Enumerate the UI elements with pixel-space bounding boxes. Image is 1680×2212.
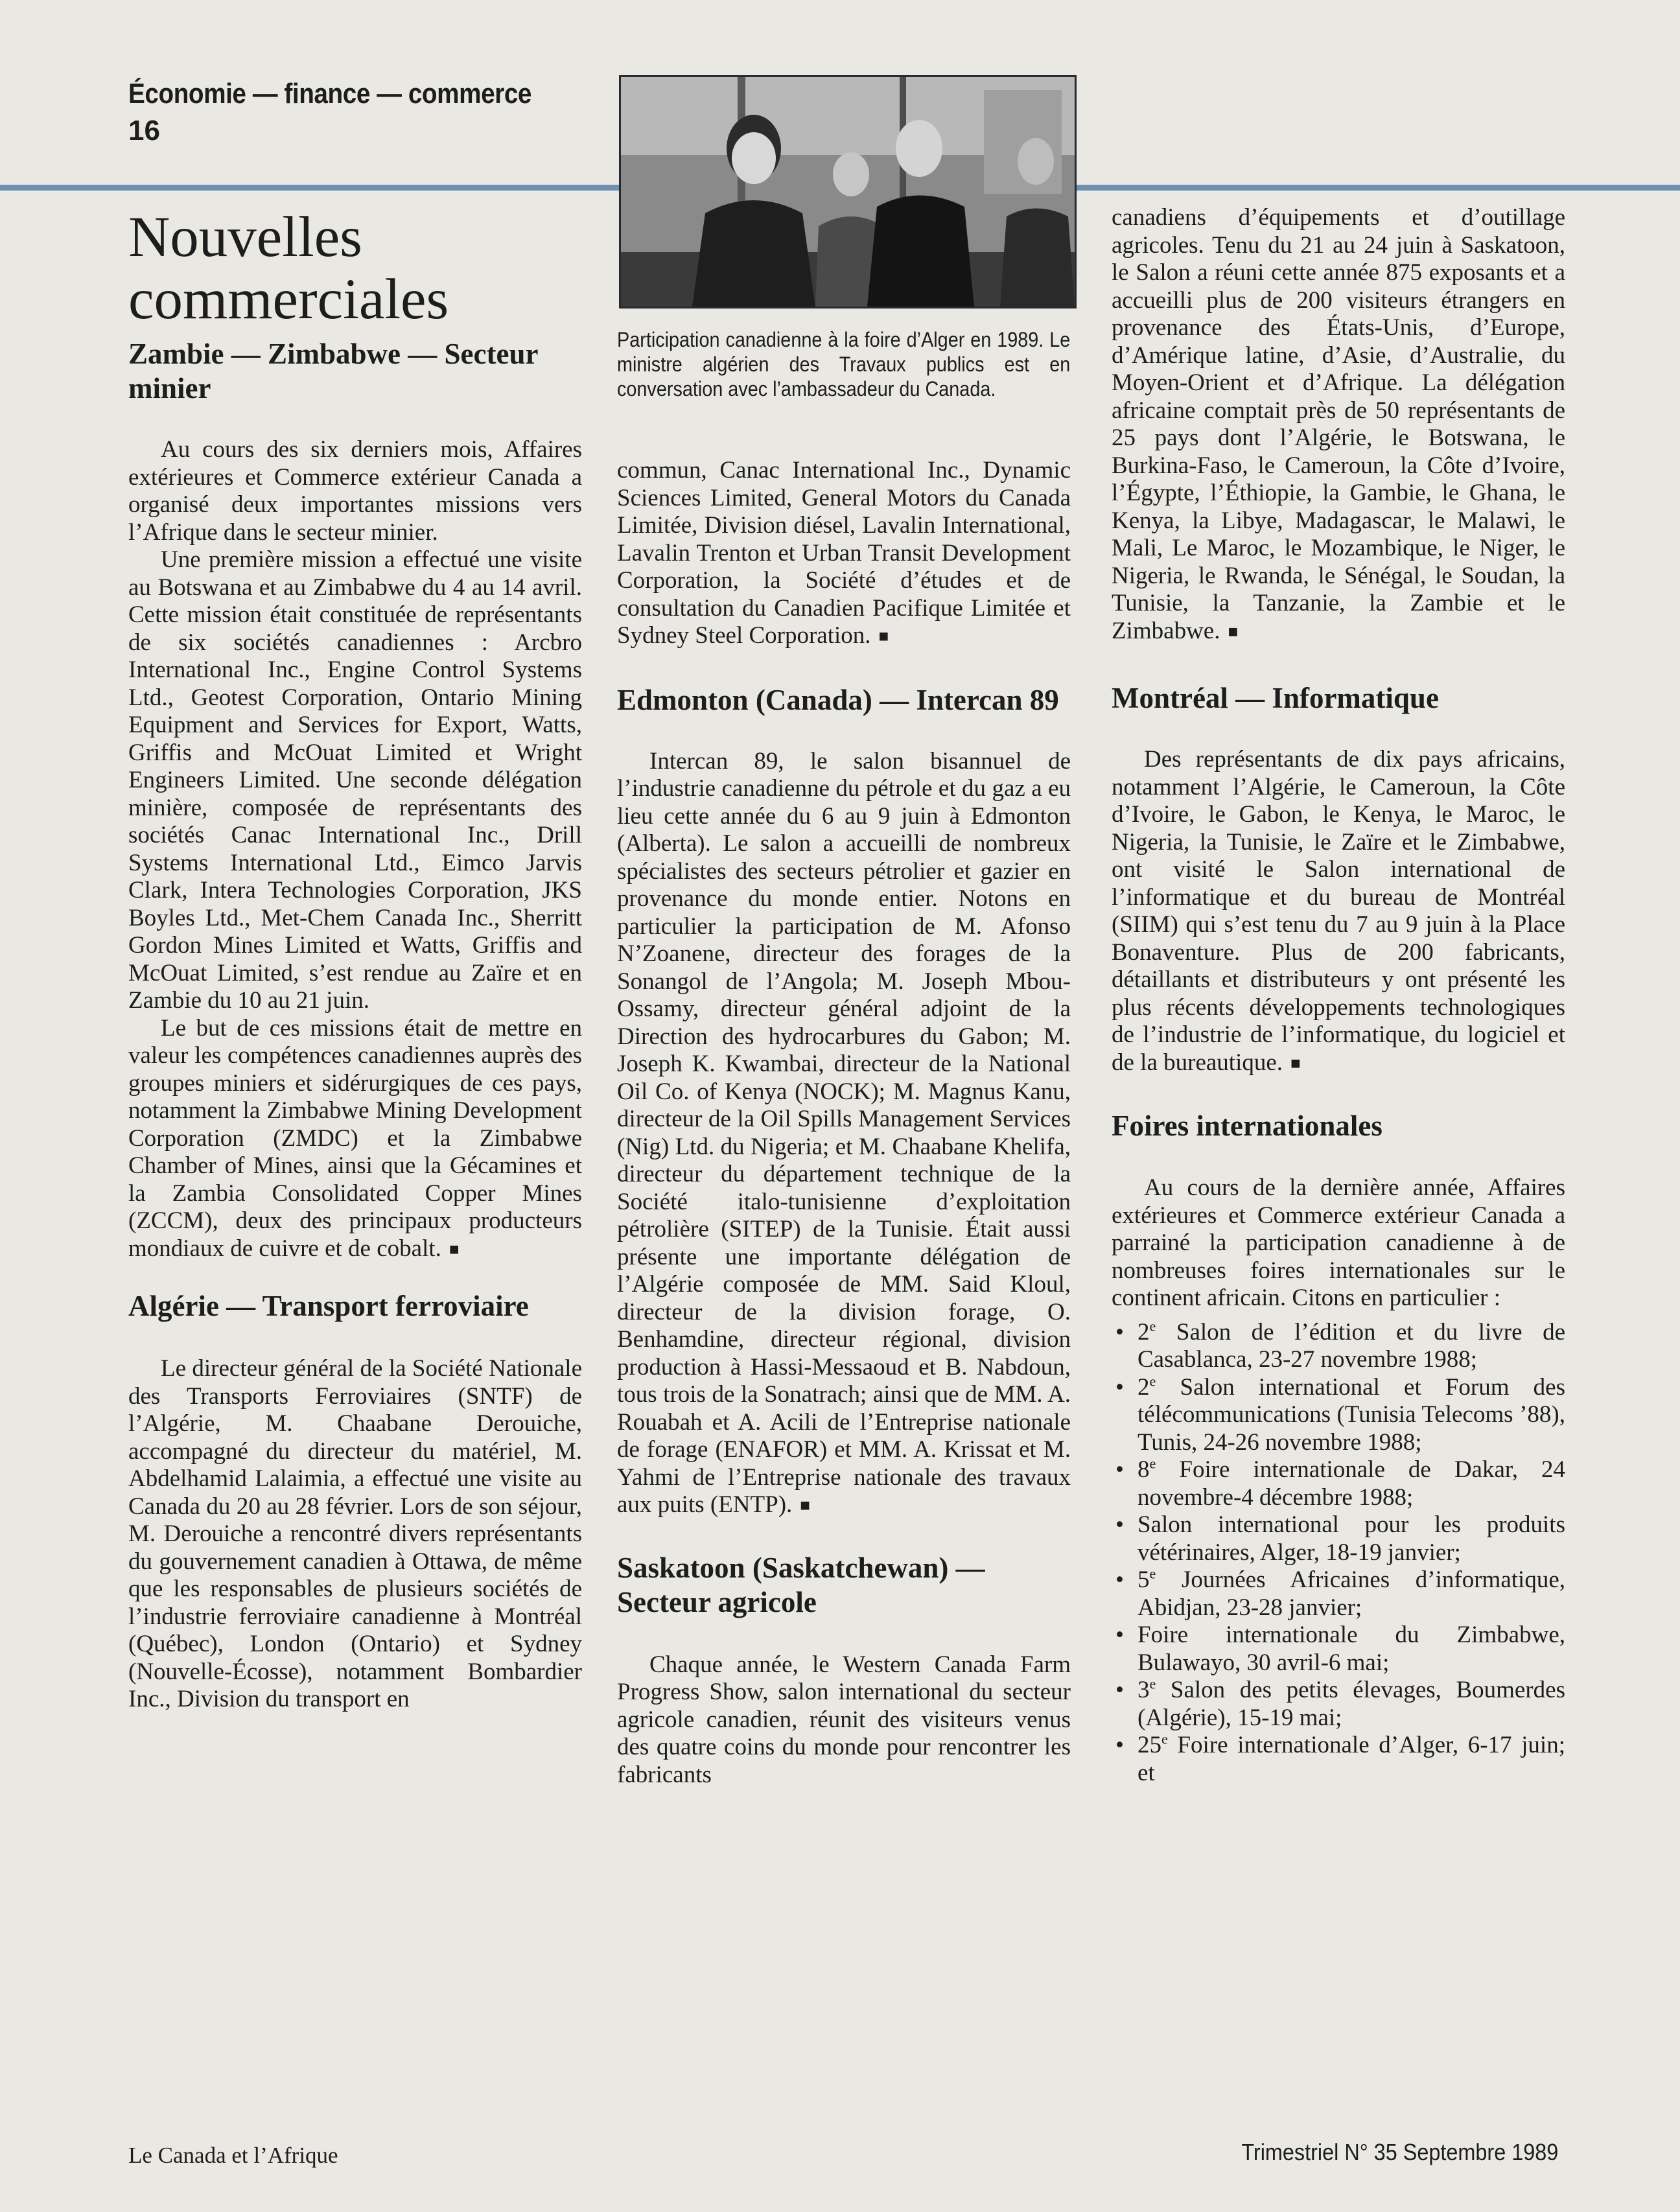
footer-issue: Trimestriel N° 35 Septembre 1989	[1241, 2139, 1558, 2165]
article-heading-saskatoon: Saskatoon (Saskatchewan) — Secteur agricole	[617, 1551, 985, 1618]
list-item: • Foire internationale du Zimbabwe, Bulawayo, 30 avril-6 mai;	[1112, 1622, 1565, 1677]
photo-illustration	[621, 77, 1075, 307]
column-2	[617, 457, 1071, 1789]
footer-publication: Le Canada et l’Afrique	[128, 2143, 338, 2168]
section-label: Économie — finance — commerce	[128, 78, 532, 110]
list-item: • 5e Journées Africaines d’informatique, Abidjan, 23-28 janvier;	[1112, 1566, 1565, 1622]
article-paragraph-continued: canadiens d’équipements et d’outillage agricoles. Tenu du 21 au 24 juin à Saskatoon, le Salon a réuni cette année 875 exposants et a accueilli plus de 200 visiteurs étrangers en provenance des États-Unis, d’Europe, d’Amérique latine, d’Asie, d’Australie, du Moyen-Orient et d’Afrique. La délégation africaine comptait près de 50 représentants de 25 pays dont l’Algérie, le Botswana, le Burkina-Faso, le Cameroun, la Côte d’Ivoire, l’Égypte, l’Éthiopie, la Gambie, le Ghana, le Kenya, la Libye, Madagascar, le Malawi, le Mali, Le Maroc, le Mozambique, le Niger, le Nigeria, le Rwanda, le Sénégal, le Soudan, la Tunisie, la Tanzanie, la Zambie et le Zimbabwe. ■	[1112, 204, 1565, 646]
article-paragraph: Chaque année, le Western Canada Farm Progress Show, salon international du secteur agricole canadien, réunit des visiteurs venus des quatre coins du monde pour rencontrer les fabricants	[617, 1651, 1071, 1788]
list-item: • 3e Salon des petits élevages, Boumerdes (Algérie), 15-19 mai;	[1112, 1677, 1565, 1732]
header-rule-right	[1076, 185, 1680, 191]
article-paragraph: Une première mission a effectué une visite au Botswana et au Zimbabwe du 4 au 14 avril. Cette mission était constituée de représentants de six sociétés canadiennes : Arcbro International Inc., Engine Control Systems Ltd., Geotest Corporation, Ontario Mining Equipment and Services for Export, Watts, Griffis and McOuat Limited et Wright Engineers Limited. Une seconde délégation minière, composée de représentants des sociétés Canac International Inc., Drill Systems International Ltd., Eimco Jarvis Clark, Intera Technologies Corporation, JKS Boyles Ltd., Met-Chem Canada Inc., Sherritt Gordon Mines Limited et Watts, Griffis and McOuat Limited, s’est rendue au Zaïre et en Zambie du 10 au 21 juin.	[128, 546, 582, 1014]
article-heading-foires: Foires internationales	[1112, 1110, 1382, 1142]
article-paragraph: Au cours des six derniers mois, Affaires extérieures et Commerce extérieur Canada a organisé deux importantes missions vers l’Afrique dans le secteur minier.	[128, 436, 582, 546]
article-paragraph-continued: commun, Canac International Inc., Dynamic Sciences Limited, General Motors du Canada Limitée, Division diésel, Lavalin International, Lavalin Trenton et Urban Transit Development Corporation, la Société d’études et de consultation du Canadien Pacifique Limitée et Sydney Steel Corporation. ■	[617, 457, 1071, 651]
article-heading-edmonton: Edmonton (Canada) — Intercan 89	[617, 683, 1059, 716]
page-header	[128, 76, 587, 150]
article-heading-zambie: Zambie — Zimbabwe — Secteur minier	[128, 338, 538, 404]
fair-list	[1112, 1319, 1565, 1787]
article-paragraph: Le but de ces missions était de mettre en valeur les compétences canadiennes auprès des groupes miniers et sidérurgiques de ces pays, notamment la Zimbabwe Mining Development Corporation (ZMDC) et la Zimbabwe Chamber of Mines, ainsi que la Gécamines et la Zambia Consolidated Copper Mines (ZCCM), deux des principaux producteurs mondiaux de cuivre et de cobalt. ■	[128, 1015, 582, 1264]
article-paragraph: Intercan 89, le salon bisannuel de l’industrie canadienne du pétrole et du gaz a eu lieu cette année du 6 au 9 juin à Edmonton (Alberta). Le salon a accueilli de nombreux spécialistes des secteurs pétrolier et gazier en provenance du monde entier. Notons en particulier la participation de M. Afonso N’Zoanene, directeur des forages de la Sonangol de l’Angola; M. Joseph Mbou-Ossamy, directeur général adjoint de la Direction des hydrocarbures du Gabon; M. Joseph K. Kwambai, directeur de la National Oil Co. of Kenya (NOCK); M. Magnus Kanu, directeur de la Oil Spills Management Services (Nig) Ltd. du Nigeria; et M. Chaabane Khelifa, directeur du département technique de la Société italo-tunisienne d’exploitation pétrolière (SITEP) de la Tunisie. Était aussi présente une importante délégation de l’Algérie composée de MM. Said Kloul, directeur de la division forage, O. Benhamdine, directeur régional, division production à Hassi-Messaoud et B. Nabdoun, tous trois de la Sonatrach; ainsi que de MM. A. Rouabah et A. Acili de l’Entreprise nationale de forage (ENAFOR) et MM. A. Krissat et M. Yahmi de l’Entreprise nationale des travaux aux puits (ENTP). ■	[617, 748, 1071, 1520]
list-item: • 2e Salon de l’édition et du livre de Casablanca, 23-27 novembre 1988;	[1112, 1319, 1565, 1374]
list-item: • Salon international pour les produits vétérinaires, Alger, 18-19 janvier;	[1112, 1511, 1565, 1566]
article-paragraph: Au cours de la dernière année, Affaires extérieures et Commerce extérieur Canada a parrainé la participation canadienne à de nombreuses foires internationales sur le continent africain. Citons en particulier :	[1112, 1174, 1565, 1311]
header-rule-left	[0, 185, 622, 191]
article-heading-montreal: Montréal — Informatique	[1112, 682, 1439, 714]
list-item: • 8e Foire internationale de Dakar, 24 novembre-4 décembre 1988;	[1112, 1456, 1565, 1511]
list-item: • 25e Foire internationale d’Alger, 6-17 juin; et	[1112, 1732, 1565, 1787]
page-title	[128, 206, 621, 331]
photo-caption: Participation canadienne à la foire d’Alger en 1989. Le ministre algérien des Travaux publics est en conversation avec l’ambassadeur du Canada.	[617, 328, 1071, 401]
news-photo	[619, 75, 1077, 309]
article-heading-algerie: Algérie — Transport ferroviaire	[128, 1290, 529, 1322]
column-1	[128, 337, 582, 1714]
page-title-line-2: commerciales	[128, 268, 449, 331]
list-item: • 2e Salon international et Forum des télécommunications (Tunisia Telecoms ’88), Tunis, 24-26 novembre 1988;	[1112, 1374, 1565, 1457]
page-title-line-1: Nouvelles	[128, 205, 362, 269]
page-number: 16	[128, 115, 160, 146]
article-paragraph: Des représentants de dix pays africains, notamment l’Algérie, le Cameroun, la Côte d’Ivoire, le Gabon, le Kenya, le Maroc, le Nigeria, la Tunisie, le Zaïre et le Zimbabwe, ont visité le Salon international de l’informatique et du bureau de Montréal (SIIM) qui s’est tenu du 7 au 9 juin à la Place Bonaventure. Plus de 200 fabricants, détaillants et distributeurs y ont présenté les plus récents développements technologiques de l’industrie de l’informatique, du logiciel et de la bureautique. ■	[1112, 746, 1565, 1077]
article-paragraph: Le directeur général de la Société Nationale des Transports Ferroviaires (SNTF) de l’Algérie, M. Chaabane Derouiche, accompagné du directeur du matériel, M. Abdelhamid Lalaimia, a effectué une visite au Canada du 20 au 28 février. Lors de son séjour, M. Derouiche a rencontré divers représentants du gouvernement canadien à Ottawa, de même que les responsables de plusieurs sociétés de l’industrie ferroviaire canadienne à Montréal (Québec), London (Ontario) et Sydney (Nouvelle-Écosse), notamment Bombardier Inc., Division du transport en	[128, 1355, 582, 1712]
column-3	[1112, 204, 1565, 1787]
